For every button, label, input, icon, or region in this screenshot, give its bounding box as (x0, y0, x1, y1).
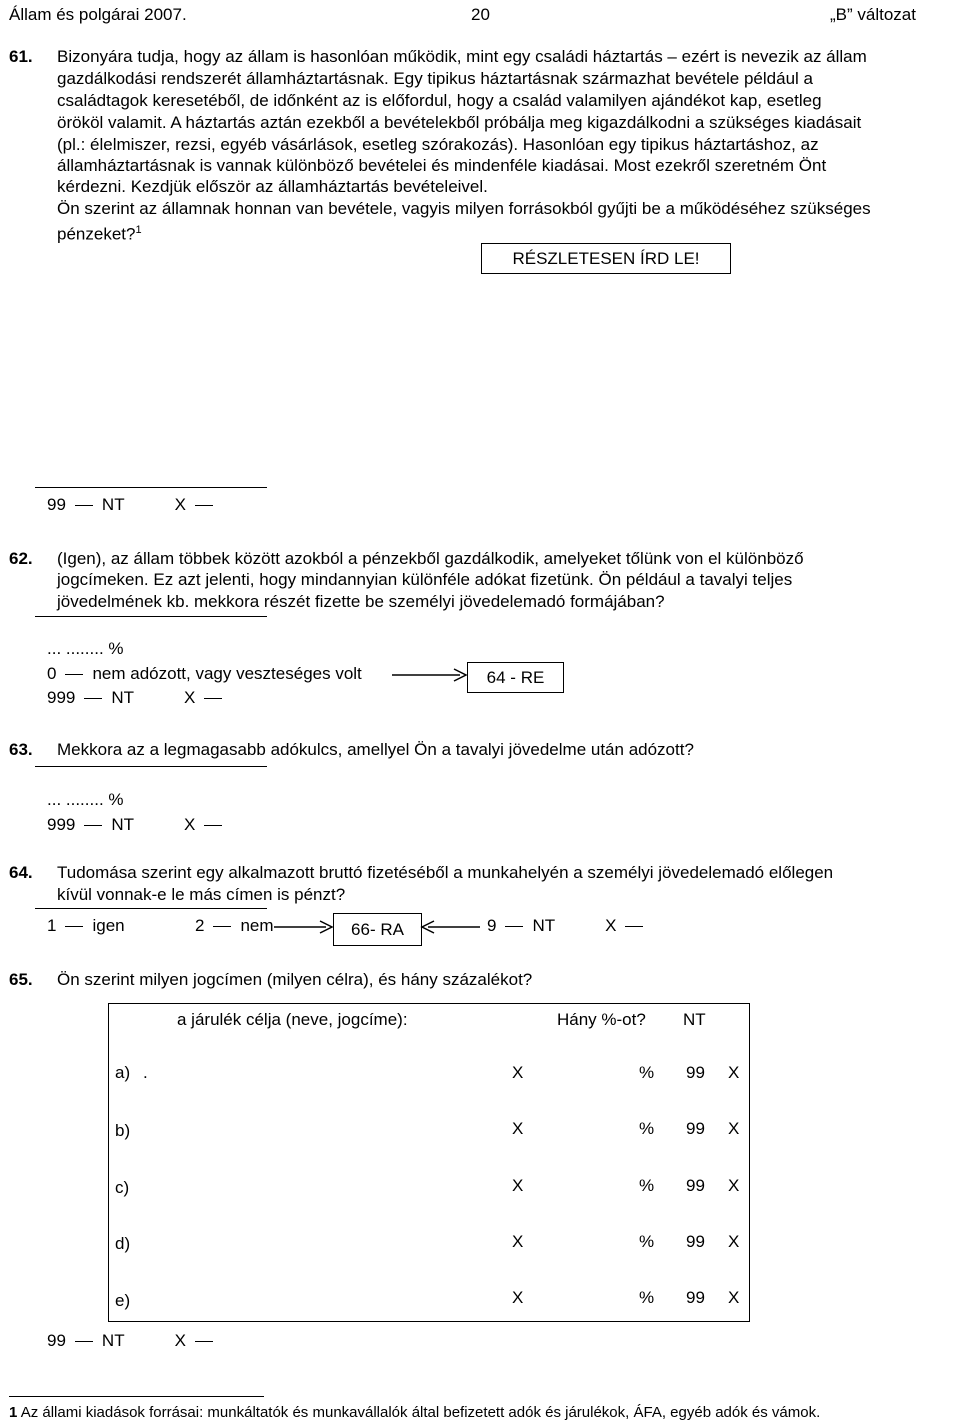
cell-percent: % (639, 1288, 655, 1307)
answer-divider (35, 487, 267, 488)
code-row-no-answer (487, 916, 652, 936)
dash (75, 505, 93, 506)
header-survey-title: Állam és polgárai 2007. (9, 5, 187, 24)
question-number: 62. (9, 549, 33, 568)
answer-divider (35, 766, 267, 767)
code-x-label: X (184, 815, 196, 834)
option-code: 2 (195, 916, 205, 935)
code-zero-value: 0 (47, 664, 57, 683)
cell-x: X (728, 1176, 740, 1195)
code-nt-label: NT (101, 1331, 125, 1350)
code-nt-value: 99 (47, 495, 66, 514)
dash (195, 505, 213, 506)
skip-arrow-icon (392, 664, 472, 686)
question-text-line: Mekkora az a legmagasabb adókulcs, amellyel Ön a tavalyi jövedelme után adózott? (57, 740, 694, 759)
code-nt-value: 999 (47, 688, 76, 707)
row-label: e) (115, 1291, 131, 1310)
cell-nt-code: 99 (686, 1232, 705, 1251)
code-nt-value: 99 (47, 1331, 66, 1350)
code-nt-label: NT (101, 495, 125, 514)
question-number: 64. (9, 863, 33, 882)
code-nt-value: 9 (487, 916, 497, 935)
question-number: 61. (9, 47, 33, 66)
question-text-line: jogcímeken. Ez azt jelenti, hogy mindannyian különféle adókat fizetünk. Ön például a tavalyi teljes (57, 570, 793, 589)
dash (75, 1341, 93, 1342)
cell-percent: % (639, 1232, 655, 1251)
question-text-line: Bizonyára tudja, hogy az állam is hasonlóan működik, mint egy családi háztartás – ezért is nevezik az állam (57, 47, 867, 66)
row-label: b) (115, 1121, 131, 1140)
question-text-line: jövedelmének kb. mekkora részét fizette be személyi jövedelemadó formájában? (57, 592, 665, 611)
question-text-line: gazdálkodási rendszerét államháztartásnak. Egy tipikus háztartásnak származhat bevétele például a (57, 69, 813, 88)
cell-percent: % (639, 1063, 655, 1082)
cell-x: X (728, 1288, 740, 1307)
row-label: a) (115, 1063, 131, 1082)
cell-x: X (512, 1232, 524, 1251)
skip-arrow-left-icon (420, 916, 482, 938)
cell-percent: % (639, 1119, 655, 1138)
question-text-line: örököl valamit. A háztartás aztán ezekből a bevételekből próbálja meg kigazdálkodni a szükséges kiadásait (57, 113, 862, 132)
code-nt-value: 999 (47, 815, 76, 834)
option-code: 1 (47, 916, 57, 935)
question-text-line: kívül vonnak-e le más címen is pénzt? (57, 885, 346, 904)
skip-instruction-box: 64 - RE (467, 662, 564, 693)
dash (625, 926, 643, 927)
cell-nt-code: 99 (686, 1176, 705, 1195)
footnote-reference: 1 (135, 224, 142, 236)
option-label: nem (240, 916, 274, 935)
footnote-number: 1 (9, 1404, 18, 1421)
question-text-line: családtagok keresetéből, de időnként az is előfordul, hogy a család valamilyen ajándékot kap, esetleg (57, 91, 822, 110)
dash (84, 825, 102, 826)
question-text-line (57, 220, 142, 245)
question-text-line: kérdezni. Kezdjük először az államháztartás bevételeivel. (57, 177, 488, 196)
dash (204, 698, 222, 699)
cell-x: X (512, 1063, 524, 1082)
cell-percent: % (639, 1176, 655, 1195)
cell-nt-code: 99 (686, 1063, 705, 1082)
cell-x: X (512, 1288, 524, 1307)
question-text-line: (Igen), az állam többek között azokból a pénzekből gazdálkodik, amelyeket tőlünk von el különböző (57, 549, 804, 568)
dash (505, 926, 523, 927)
footnote-separator (9, 1396, 264, 1397)
cell-x: X (512, 1119, 524, 1138)
skip-arrow-right-icon (274, 916, 336, 938)
footnote-text: Az állami kiadások forrásai: munkáltatók és munkavállalók által befizetett adók és járulékok, ÁFA, egyéb adók és vámok. (20, 1404, 821, 1421)
question-text-line: Ön szerint az államnak honnan van bevétele, vagyis milyen forrásokból gyűjti be a működéséhez szükséges (57, 199, 871, 218)
code-row-no-answer (47, 1331, 222, 1351)
percent-answer-field: ... ........ % (47, 790, 124, 809)
code-row-no-answer (47, 815, 231, 835)
question-text-line: Ön szerint milyen jogcímen (milyen célra), és hány százalékot? (57, 970, 533, 989)
cell-x: X (728, 1063, 740, 1082)
question-text-end: pénzeket? (57, 224, 136, 244)
dash (204, 825, 222, 826)
code-x-label: X (174, 1331, 186, 1350)
column-header-nt: NT (683, 1010, 706, 1029)
code-x-label: X (174, 495, 186, 514)
answer-divider (35, 908, 267, 909)
code-row-no-tax (47, 664, 362, 684)
question-number: 63. (9, 740, 33, 759)
answer-divider (35, 616, 267, 617)
code-zero-label: nem adózott, vagy veszteséges volt (92, 664, 362, 683)
row-extra: . (143, 1063, 148, 1082)
code-row-no-answer (47, 495, 222, 515)
code-nt-label: NT (532, 916, 556, 935)
skip-instruction-box: 66- RA (333, 913, 422, 946)
percent-answer-field: ... ........ % (47, 639, 124, 658)
column-header-purpose: a járulék célja (neve, jogcíme): (177, 1010, 408, 1029)
cell-x: X (512, 1176, 524, 1195)
question-text-line: (pl.: élelmiszer, rezsi, egyéb vásárlások, esetleg szórakozás). Hasonlóan egy tipikus háztartáshoz, az (57, 135, 819, 154)
code-row-no-answer (47, 688, 231, 708)
dash (195, 1341, 213, 1342)
row-label: c) (115, 1178, 130, 1197)
question-number: 65. (9, 970, 33, 989)
question-text-line: Tudomása szerint egy alkalmazott bruttó fizetéséből a munkahelyén a személyi jövedelemadó előlegen (57, 863, 834, 882)
dash (65, 674, 83, 675)
row-label: d) (115, 1234, 131, 1253)
cell-nt-code: 99 (686, 1119, 705, 1138)
code-nt-label: NT (111, 815, 135, 834)
code-nt-label: NT (111, 688, 135, 707)
footnote (9, 1404, 820, 1421)
code-x-label: X (605, 916, 617, 935)
column-header-percent: Hány %-ot? (557, 1010, 646, 1029)
question-text-line: államháztartásnak is vannak különböző bevételei és mindenféle kiadásai. Most ezekről szeretném Önt (57, 156, 827, 175)
percentage-table (108, 1003, 750, 1322)
cell-nt-code: 99 (686, 1288, 705, 1307)
cell-x: X (728, 1119, 740, 1138)
header-page-number: 20 (471, 5, 490, 24)
instruction-box: RÉSZLETESEN ÍRD LE! (481, 243, 731, 274)
dash (84, 698, 102, 699)
option-label: igen (92, 916, 125, 935)
dash (65, 926, 83, 927)
cell-x: X (728, 1232, 740, 1251)
header-variant: „B” változat (830, 5, 916, 24)
dash (213, 926, 231, 927)
option-yes (47, 916, 125, 936)
code-x-label: X (184, 688, 196, 707)
option-no (195, 916, 274, 936)
